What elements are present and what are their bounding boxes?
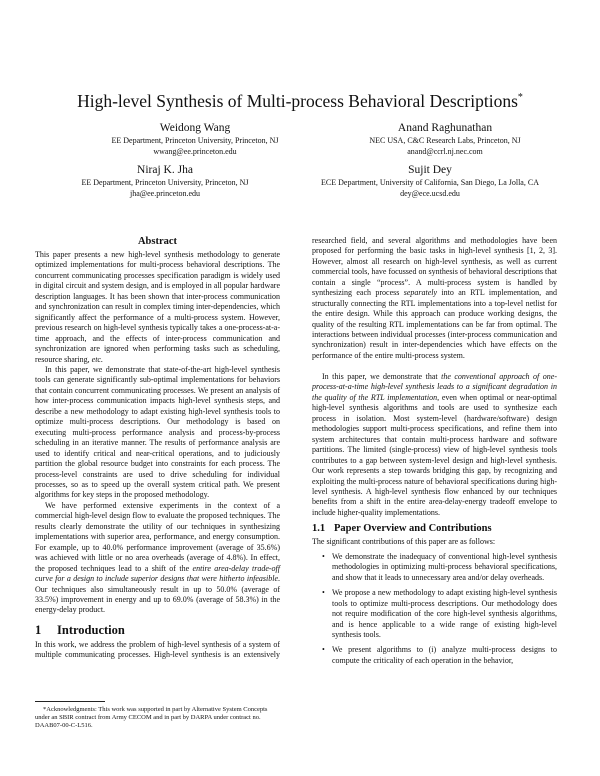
abstract-p1-text: This paper presents a new high-level synthesis methodology to generate optimized implementations for multi-process behavioral descriptions. The concurrent communicating processes specification paradigm is widely used in digital circuit and system design, and is employed in all popular hardware description languages. It has been shown that inter-process communication and synchronization can result in complex timing inter-dependencies, which significantly affect the performance of a multi-process system. However, previous research on high-level synthesis typically takes a one-process-at-a-time approach, and the effects of inter-process communication and synchronization are ignored when performing tasks such as scheduling, resource sharing, <box>35 250 280 364</box>
intro-paragraph-1-continued <box>312 236 557 372</box>
contributions-list <box>312 552 557 667</box>
overview-title: Paper Overview and Contributions <box>334 523 492 535</box>
footnote <box>35 701 280 731</box>
right-column <box>312 236 557 671</box>
intro-p2-emphasis: the conventional approach of one-process-at-a-time high-level synthesis leads to a significant degradation in the quality of the RTL implementation <box>312 372 557 402</box>
author-name: Weidong Wang <box>159 122 231 134</box>
author-name: Anand Raghunathan <box>397 122 493 134</box>
author-email: anand@ccrl.nj.nec.com <box>407 146 483 156</box>
list-item <box>322 645 557 666</box>
overview-lead: The significant contributions of this paper are as follows: <box>312 537 496 547</box>
abstract-paragraph-2: In this paper, we demonstrate that state-of-the-art high-level synthesis tools can generate significantly sub-optimal implementations for behaviors that contain concurrent communicating processes. We present an analysis of how inter-process communication impacts high-level synthesis steps, and describe a new methodology to adapt existing high-level synthesis tools to optimize multi-process descriptions. Our methodology is based on executing multi-process performance analysis and process-by-process scheduling in an iterative manner. The results of performance analysis are used to identify critical and near-critical operations, and to judiciously partition the global resource budget into constraints for each process. The process-level constraints are used to drive scheduling for individual processes, so as to speed up the overall system critical path. We present algorithms for key steps in the proposed methodology. <box>35 364 280 500</box>
footnote-text: *Acknowledgments: This work was supported in part by Alternative System Concepts under an SBIR contract from Army CECOM and in part by DARPA under contract no. DAAB07-00-C-L516. <box>35 706 268 730</box>
title-text: High-level Synthesis of Multi-process Behavioral Descriptions <box>77 90 518 111</box>
abstract-p1-etc: etc. <box>91 354 103 364</box>
author-name: Niraj K. Jha <box>137 164 193 176</box>
left-column <box>35 236 280 661</box>
author-block-2 <box>325 120 565 157</box>
intro-paragraph-2 <box>312 372 557 518</box>
abstract-paragraph-3 <box>35 501 280 616</box>
author-block-4 <box>280 162 580 199</box>
list-item <box>322 588 557 640</box>
abstract-p3-text-b: . Our techniques also simultaneously result in up to 50.0% (average of 33.5%) improvement in energy and up to 69.0% (average of 58.3%) in the energy-delay product. <box>35 574 280 615</box>
author-name: Sujit Dey <box>408 164 452 176</box>
intro-p1-text: In this work, we address the problem of high-level synthesis of a system of multiple communicating processes. High-level synthesis is an extensively <box>35 639 280 660</box>
author-affiliation: NEC USA, C&C Research Labs, Princeton, NJ <box>369 136 521 145</box>
intro-p2-text-a: In this paper, we demonstrate that <box>322 372 442 381</box>
list-item-text: We propose a new methodology to adapt existing high-level synthesis tools to optimize multi-process descriptions. Our methodology does not require modification of the core high-level synthesis algorithms, and is hence applicable to a wide range of existing high-level synthesis tools. <box>332 588 557 639</box>
abstract-p3-text-a: We have performed extensive experiments in the context of a commercial high-level design flow to evaluate the proposed techniques. The results clearly demonstrate the utility of our techniques in synthesizing implementations with superior area, performance, and energy consumption. For example, up to 40.0% performance improvement (average of 35.6%) was achieved with little or no area overheads (average of 4.8%). In effect, the proposed techniques lead to a shift of the <box>35 500 280 573</box>
intro-number: 1 <box>35 622 42 637</box>
bullet-icon: • <box>322 588 325 598</box>
intro-p1-repeat: researched field, and several algorithms and methodologies have been proposed for performing the basic tasks in high-level synthesis [1, 2, 3]. However, almost all research on high-level synthesis, as well as current commercial tools, have focussed on synthesis of behavioral descriptions that contain a single “process”. A multi-process system is handled by synthesizing each process <box>312 236 557 298</box>
abstract-p3-emphasis: entire area-delay trade-off curve for a design to include superior designs that were hitherto infeasible <box>35 563 280 584</box>
author-affiliation: EE Department, Princeton University, Princeton, NJ <box>81 178 249 187</box>
list-item <box>322 552 557 583</box>
list-item-text: We demonstrate the inadequacy of conventional high-level synthesis methodologies in optimizing multi-process behavioral specifications, and show that it leads to unnecessary area and/or delay overheads. <box>332 551 557 582</box>
author-email: dey@ece.ucsd.edu <box>400 188 460 198</box>
bullet-icon: • <box>322 551 325 561</box>
intro-p1-continued-text <box>312 236 557 361</box>
author-email: wwang@ee.princeton.edu <box>153 146 237 156</box>
intro-p2-text-b: , even when optimal or near-optimal high-level synthesis algorithms and tools are used to synthesize each process in isolation. Most system-level (hardware/software) design methodologies support multi-process specifications, and refine them into system architectures that contain multi-process hardware and software partitions. The limited (single-process) view of high-level synthesis tools contributes to a gap between system-level design and high-level synthesis. Our work represents a step towards bridging this gap, by recognizing and exploiting the multi-process nature of behavioral specifications during high-level synthesis. A high-level synthesis flow enhanced by our techniques benefits from a shift in the entire area-delay-energy tradeoff envelope to include higher-quality implementations. <box>312 392 557 517</box>
footnote-rule <box>35 701 105 702</box>
author-block-3 <box>40 162 290 199</box>
author-email: jha@ee.princeton.edu <box>129 188 200 198</box>
abstract-heading: Abstract <box>137 236 178 247</box>
paper-title <box>0 88 600 111</box>
intro-p1-emphasis: separately <box>403 288 438 298</box>
bullet-icon: • <box>322 645 325 655</box>
intro-p1-text-b: into an RTL implementation, and structurally connecting the RTL implementations into a top-level netlist for the entire design. While this approach can produce working designs, the quality of the resulting RTL implementations can be far from optimal. The interactions between individual processes (inter-process communication and synchronization) result in inter-dependencies which have effects on the performance of the entire multi-process system. <box>312 288 557 360</box>
author-affiliation: EE Department, Princeton University, Princeton, NJ <box>111 136 279 145</box>
intro-title: Introduction <box>57 622 125 637</box>
author-block-1 <box>70 120 320 157</box>
abstract-paragraph-1 <box>35 250 280 365</box>
author-affiliation: ECE Department, University of California, San Diego, La Jolla, CA <box>321 178 539 187</box>
title-footnote-mark: * <box>517 92 523 103</box>
list-item-text: We present algorithms to (i) analyze multi-process designs to compute the criticality of each operation in the behavior, <box>332 645 557 665</box>
overview-number: 1.1 <box>312 523 326 535</box>
intro-paragraph-1 <box>35 640 280 661</box>
intro-heading <box>35 623 280 637</box>
overview-heading <box>312 523 557 535</box>
